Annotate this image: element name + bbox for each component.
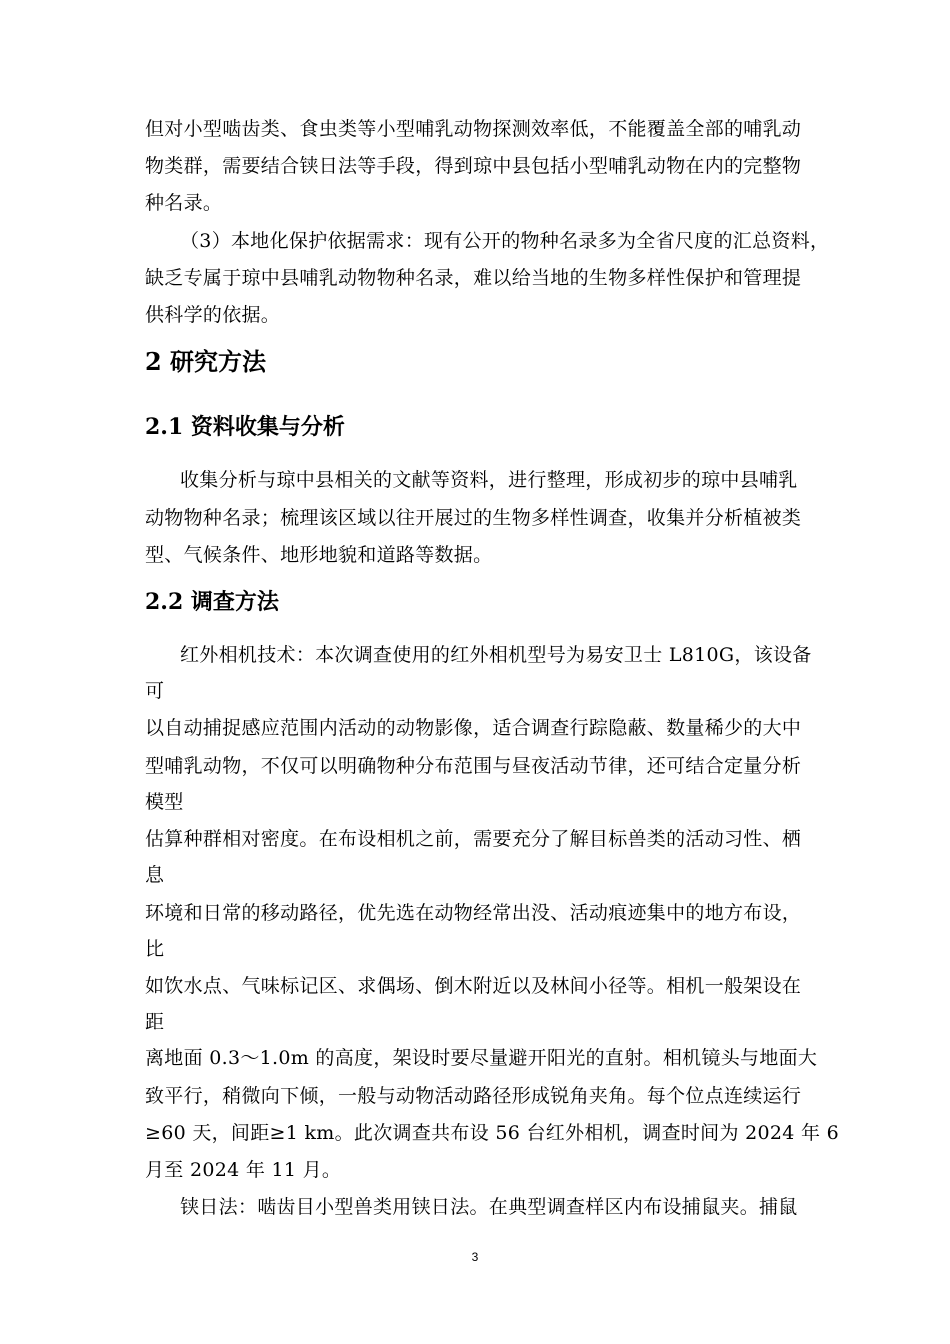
body-text-line: 比 (145, 938, 165, 960)
body-text-line: 缺乏专属于琼中县哺乳动物物种名录，难以给当地的生物多样性保护和管理提 (145, 267, 802, 289)
body-text-line: 但对小型啮齿类、食虫类等小型哺乳动物探测效率低，不能覆盖全部的哺乳动 (145, 118, 802, 140)
body-text-line: 息 (145, 864, 165, 886)
body-text-line: 月至 2024 年 11 月。 (145, 1159, 342, 1181)
body-text-line: 供科学的依据。 (145, 304, 281, 326)
body-text-line: 环境和日常的移动路径，优先选在动物经常出没、活动痕迹集中的地方布设， (145, 902, 802, 924)
body-text-line: 物类群，需要结合铗日法等手段，得到琼中县包括小型哺乳动物在内的完整物 (145, 155, 802, 177)
body-text-line: 致平行，稍微向下倾，一般与动物活动路径形成锐角夹角。每个位点连续运行 (145, 1085, 802, 1107)
body-text-line: 距 (145, 1011, 165, 1033)
body-text-line: （3）本地化保护依据需求：现有公开的物种名录多为全省尺度的汇总资料， (180, 230, 830, 252)
body-text-line: 种名录。 (145, 192, 223, 214)
body-text-line: 动物物种名录；梳理该区域以往开展过的生物多样性调查，收集并分析植被类 (145, 507, 802, 529)
body-text-line: 铗日法：啮齿目小型兽类用铗日法。在典型调查样区内布设捕鼠夹。捕鼠 (180, 1196, 798, 1218)
body-text-line: 红外相机技术：本次调查使用的红外相机型号为易安卫士 L810G，该设备 (180, 644, 812, 666)
body-text-line: 型、气候条件、地形地貌和道路等数据。 (145, 544, 493, 566)
body-text-line: 型哺乳动物，不仅可以明确物种分布范围与昼夜活动节律，还可结合定量分析 (145, 755, 802, 777)
subsection-heading: 2.2 调查方法 (145, 589, 279, 615)
body-text-line: 如饮水点、气味标记区、求偶场、倒木附近以及林间小径等。相机一般架设在 (145, 975, 802, 997)
body-text-line: 以自动捕捉感应范围内活动的动物影像，适合调查行踪隐蔽、数量稀少的大中 (145, 717, 802, 739)
section-heading: 2 研究方法 (145, 347, 267, 376)
body-text-line: 离地面 0.3～1.0m 的高度，架设时要尽量避开阳光的直射。相机镜头与地面大 (145, 1047, 818, 1069)
subsection-heading: 2.1 资料收集与分析 (145, 414, 345, 440)
body-text-line: 模型 (145, 791, 184, 813)
body-text-line: ≥60 天，间距≥1 km。此次调查共布设 56 台红外相机，调查时间为 2024 年 6 (145, 1122, 840, 1144)
body-text-line: 收集分析与琼中县相关的文献等资料，进行整理，形成初步的琼中县哺乳 (180, 469, 798, 491)
page-number: 3 (471, 1250, 479, 1264)
body-text-line: 可 (145, 680, 165, 702)
body-text-line: 估算种群相对密度。在布设相机之前，需要充分了解目标兽类的活动习性、栖 (145, 828, 802, 850)
